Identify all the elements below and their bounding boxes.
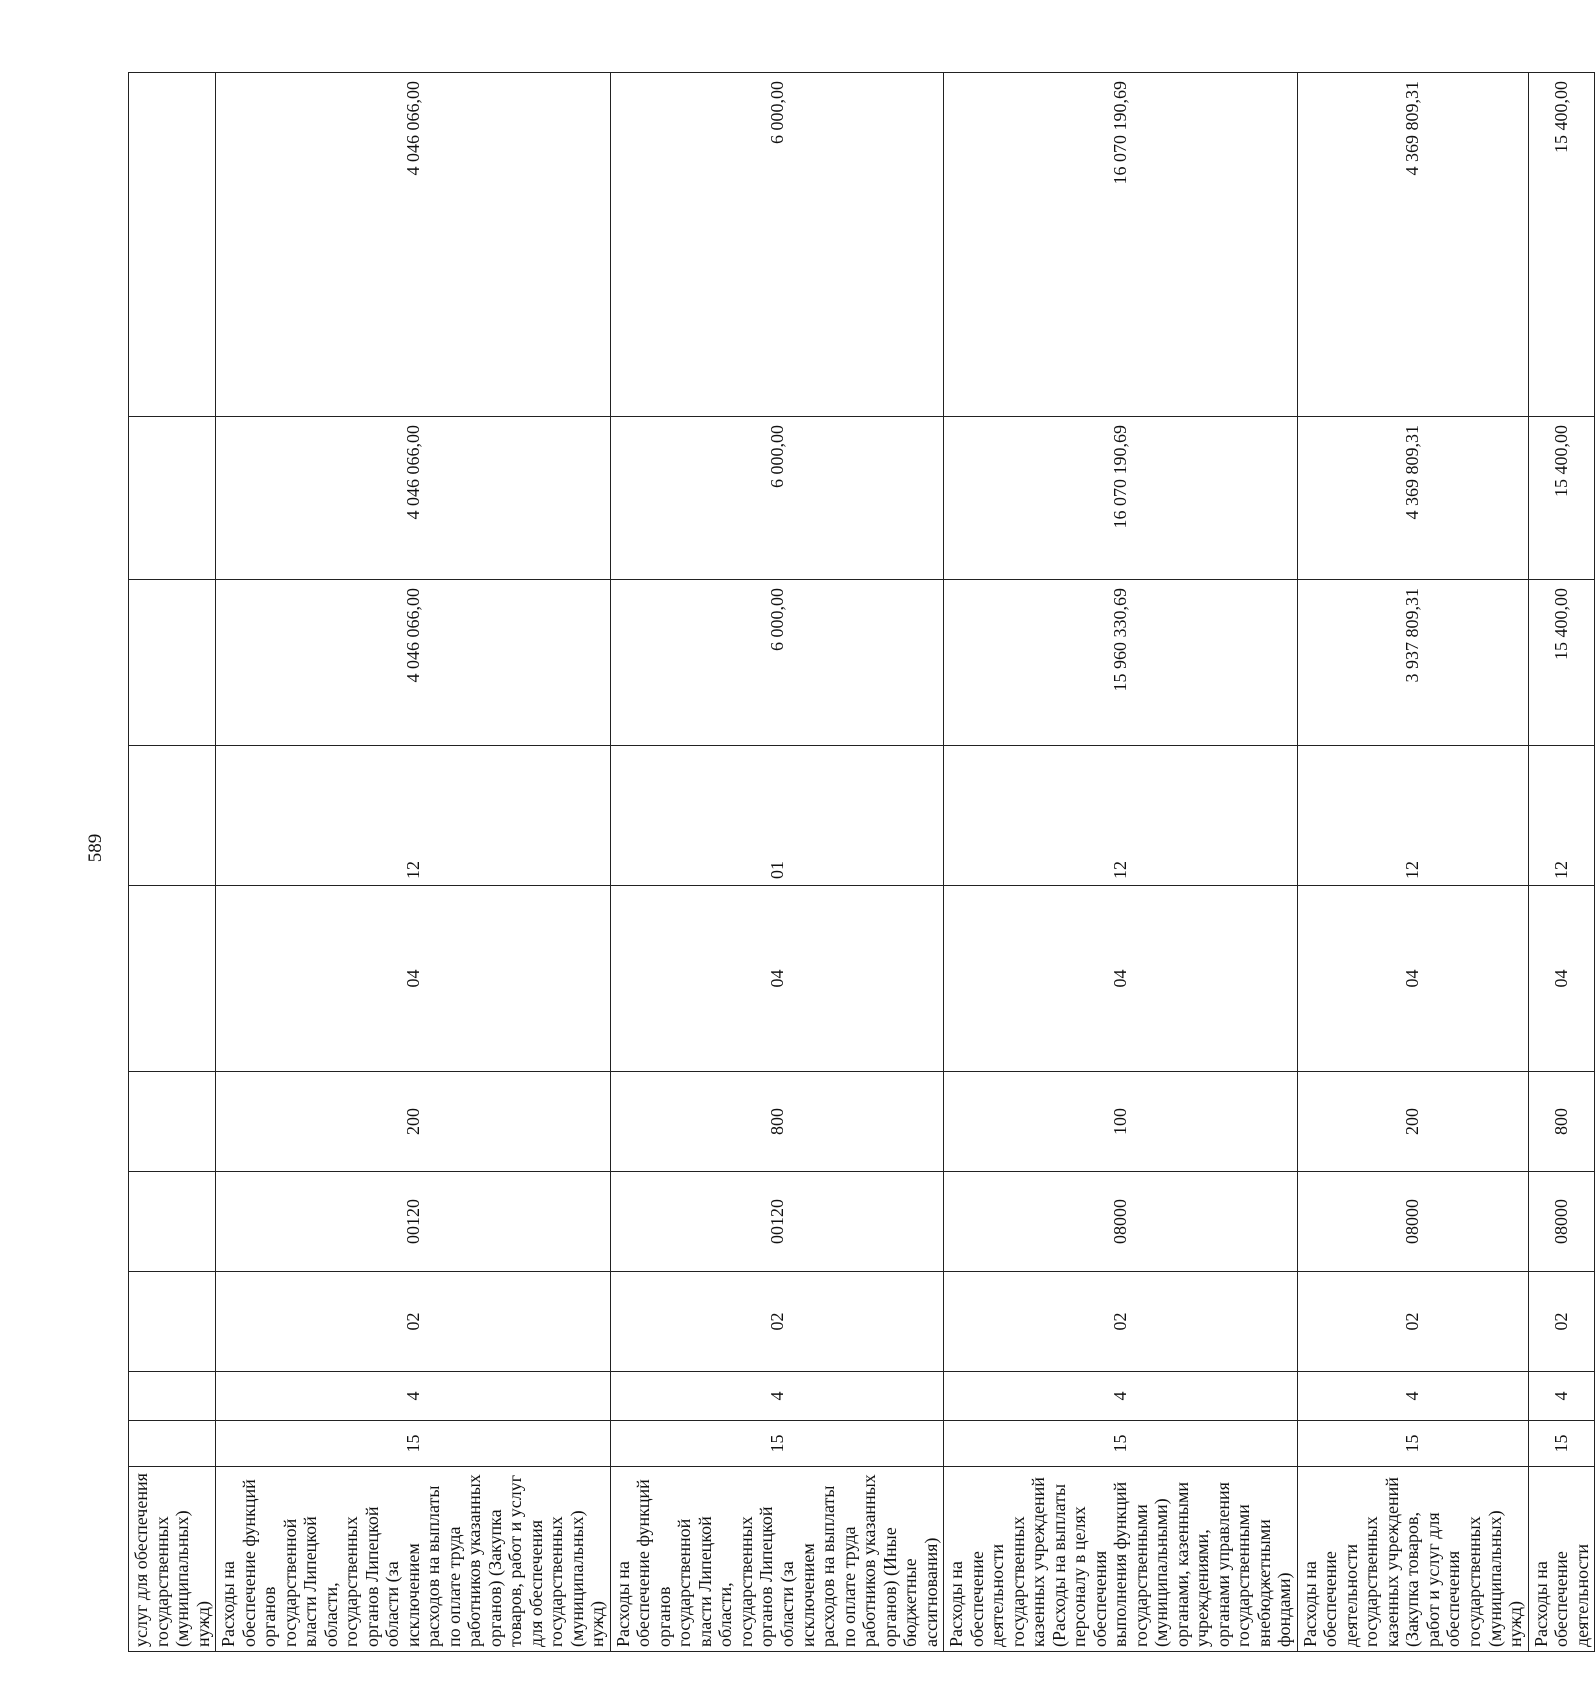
subsection-code: 12	[1528, 746, 1595, 886]
subsection-code: 12	[1297, 746, 1528, 886]
subprogram-code: 00120	[216, 1172, 611, 1272]
program-code: 02	[1297, 1272, 1528, 1372]
podrazdel-code: 4	[216, 1372, 611, 1421]
subprogram-code: 08000	[1528, 1172, 1595, 1272]
amount-year-2: 15 400,00	[1528, 417, 1595, 580]
subprogram-code: 00120	[610, 1172, 943, 1272]
section-code: 04	[610, 886, 943, 1072]
table-row	[216, 73, 611, 1652]
amount-year-1: 4 046 066,00	[216, 580, 611, 746]
table-row	[944, 73, 1298, 1652]
razdel-code	[129, 1421, 216, 1467]
amount-year-3: 4 369 809,31	[1297, 73, 1528, 417]
podrazdel-code: 4	[1528, 1372, 1595, 1421]
razdel-code: 15	[610, 1421, 943, 1467]
subsection-code: 12	[944, 746, 1298, 886]
program-code: 02	[944, 1272, 1298, 1372]
amount-year-2: 4 046 066,00	[216, 417, 611, 580]
razdel-code: 15	[216, 1421, 611, 1467]
amount-year-3: 4 046 066,00	[216, 73, 611, 417]
row-description: услуг для обеспечения государственных (муниципальных) нужд)	[129, 1467, 216, 1652]
table-row	[1528, 73, 1595, 1652]
rotated-budget-table-container	[128, 72, 1592, 1652]
podrazdel-code: 4	[610, 1372, 943, 1421]
podrazdel-code: 4	[1297, 1372, 1528, 1421]
razdel-code: 15	[944, 1421, 1298, 1467]
amount-year-1	[129, 580, 216, 746]
program-code: 02	[1528, 1272, 1595, 1372]
expense-type-code: 800	[1528, 1072, 1595, 1172]
row-description: Расходы на обеспечение деятельности	[1528, 1467, 1595, 1652]
amount-year-1: 6 000,00	[610, 580, 943, 746]
amount-year-3: 15 400,00	[1528, 73, 1595, 417]
subsection-code: 12	[216, 746, 611, 886]
program-code: 02	[610, 1272, 943, 1372]
row-description: Расходы на обеспечение деятельности государственных казенных учреждений (Расходы на выплаты персоналу в целях обеспечения выполнения функций государственными (муниципальными) органами, казенными учреждениями, органами управления государственными внебюджетными фондами)	[944, 1467, 1298, 1652]
table-row	[1297, 73, 1528, 1652]
amount-year-3: 6 000,00	[610, 73, 943, 417]
program-code: 02	[216, 1272, 611, 1372]
subsection-code: 01	[610, 746, 943, 886]
row-description: Расходы на обеспечение функций органов государственной власти Липецкой области, государственных органов Липецкой области (за исключением расходов на выплаты по оплате труда работников указанных органов) (Закупка товаров, работ и услуг для обеспечения государственных (муниципальных) нужд)	[216, 1467, 611, 1652]
expense-type-code: 100	[944, 1072, 1298, 1172]
subprogram-code: 08000	[1297, 1172, 1528, 1272]
subsection-code	[129, 746, 216, 886]
razdel-code: 15	[1297, 1421, 1528, 1467]
razdel-code: 15	[1528, 1421, 1595, 1467]
amount-year-2: 16 070 190,69	[944, 417, 1298, 580]
subprogram-code: 08000	[944, 1172, 1298, 1272]
podrazdel-code	[129, 1372, 216, 1421]
section-code: 04	[944, 886, 1298, 1072]
amount-year-2	[129, 417, 216, 580]
subprogram-code	[129, 1172, 216, 1272]
amount-year-3	[129, 73, 216, 417]
amount-year-2: 6 000,00	[610, 417, 943, 580]
section-code: 04	[1528, 886, 1595, 1072]
amount-year-1: 3 937 809,31	[1297, 580, 1528, 746]
amount-year-1: 15 400,00	[1528, 580, 1595, 746]
amount-year-1: 15 960 330,69	[944, 580, 1298, 746]
amount-year-3: 16 070 190,69	[944, 73, 1298, 417]
row-description: Расходы на обеспечение деятельности государственных казенных учреждений (Закупка товаров, работ и услуг для обеспечения государственных (муниципальных) нужд)	[1297, 1467, 1528, 1652]
expense-type-code: 200	[1297, 1072, 1528, 1172]
row-description: Расходы на обеспечение функций органов государственной власти Липецкой области, государственных органов Липецкой области (за исключением расходов на выплаты по оплате труда работников указанных органов) (Иные бюджетные ассигнования)	[610, 1467, 943, 1652]
table-row	[610, 73, 943, 1652]
section-code: 04	[216, 886, 611, 1072]
table-row	[129, 73, 216, 1652]
section-code: 04	[1297, 886, 1528, 1072]
expense-type-code	[129, 1072, 216, 1172]
expense-type-code: 200	[216, 1072, 611, 1172]
section-code	[129, 886, 216, 1072]
page-number: 589	[85, 833, 106, 863]
expense-type-code: 800	[610, 1072, 943, 1172]
program-code	[129, 1272, 216, 1372]
budget-table	[128, 72, 1595, 1652]
amount-year-2: 4 369 809,31	[1297, 417, 1528, 580]
podrazdel-code: 4	[944, 1372, 1298, 1421]
